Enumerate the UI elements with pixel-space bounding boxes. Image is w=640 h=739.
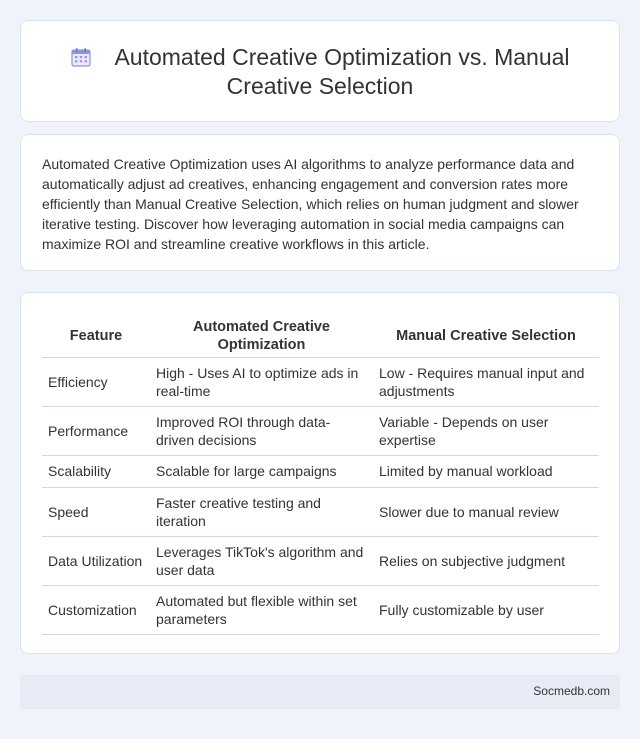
table-row <box>42 357 599 406</box>
cell-feature: Customization <box>42 585 150 634</box>
calendar-icon <box>70 46 92 68</box>
table-row <box>42 536 599 585</box>
intro-paragraph: Automated Creative Optimization uses AI algorithms to analyze performance data and automatically adjust ad creatives, enhancing engagement and conversion rates more efficiently than Manual Creative Selection, which relies on human judgment and slower iterative testing. Discover how leveraging automation in social media campaigns can maximize ROI and streamline creative workflows in this article. <box>42 156 579 252</box>
cell-manual: Relies on subjective judgment <box>373 536 599 585</box>
table-row <box>42 455 599 487</box>
comparison-table <box>42 316 599 635</box>
table-header-row <box>42 316 599 357</box>
cell-manual: Slower due to manual review <box>373 487 599 536</box>
footer-bar <box>20 675 620 709</box>
page-title <box>21 43 619 101</box>
cell-manual: Limited by manual workload <box>373 455 599 487</box>
footer-site-link[interactable]: Socmedb.com <box>533 684 610 698</box>
cell-feature: Speed <box>42 487 150 536</box>
cell-feature: Performance <box>42 406 150 455</box>
table-row <box>42 585 599 634</box>
table-row <box>42 406 599 455</box>
cell-feature: Data Utilization <box>42 536 150 585</box>
cell-automated: High - Uses AI to optimize ads in real-time <box>150 357 373 406</box>
cell-automated: Scalable for large campaigns <box>150 455 373 487</box>
table-row <box>42 487 599 536</box>
cell-automated: Automated but flexible within set parameters <box>150 585 373 634</box>
cell-manual: Variable - Depends on user expertise <box>373 406 599 455</box>
title-text: Automated Creative Optimization vs. Manual Creative Selection <box>114 44 570 99</box>
header-automated: Automated Creative Optimization <box>150 316 373 357</box>
cell-manual: Fully customizable by user <box>373 585 599 634</box>
intro-card <box>20 134 620 271</box>
cell-feature: Efficiency <box>42 357 150 406</box>
cell-automated: Faster creative testing and iteration <box>150 487 373 536</box>
cell-feature: Scalability <box>42 455 150 487</box>
cell-automated: Leverages TikTok's algorithm and user data <box>150 536 373 585</box>
comparison-table-card <box>20 292 620 654</box>
header-manual: Manual Creative Selection <box>373 316 599 357</box>
title-card <box>20 20 620 122</box>
header-feature: Feature <box>42 316 150 357</box>
cell-manual: Low - Requires manual input and adjustments <box>373 357 599 406</box>
cell-automated: Improved ROI through data-driven decisions <box>150 406 373 455</box>
